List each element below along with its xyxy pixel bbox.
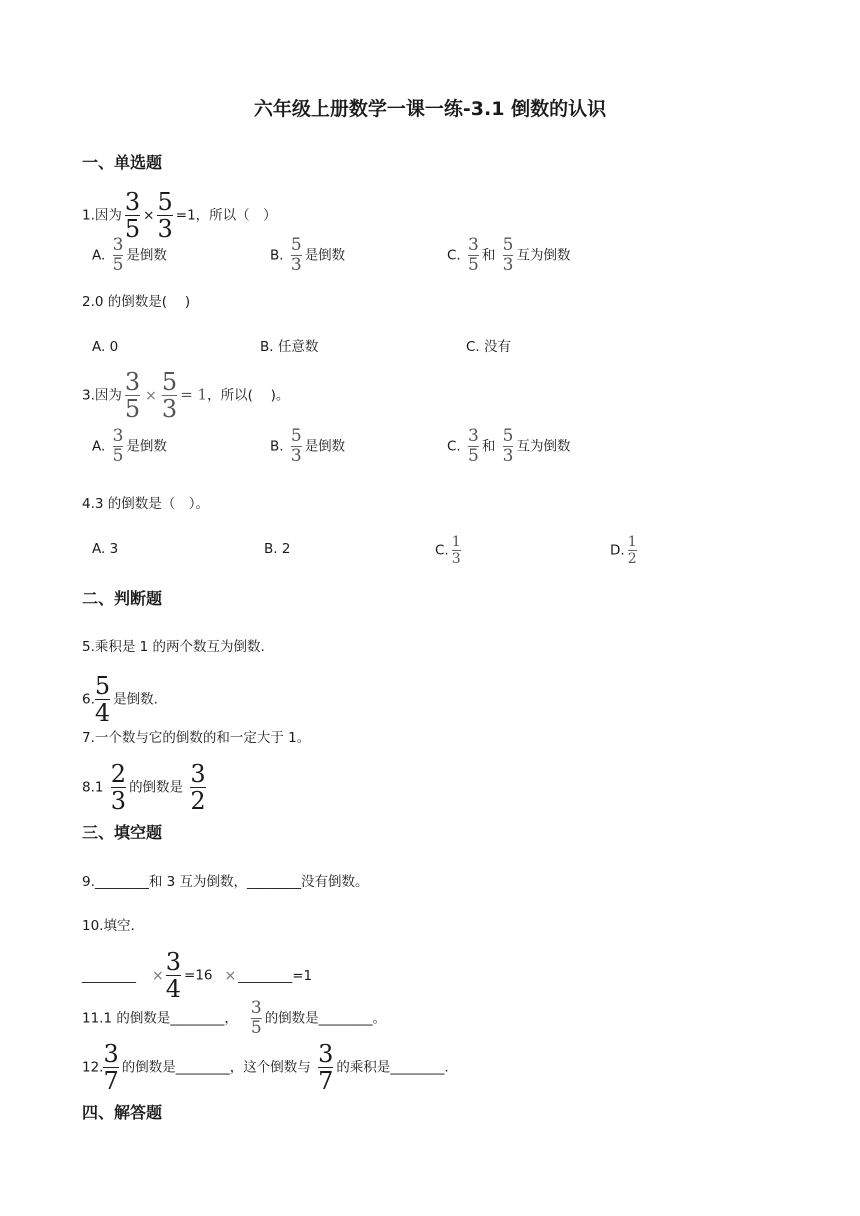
question-10-equations: ________ × $\frac{3}{4}$ =16 × ________=1 [82,948,313,1003]
question-6: 6. $\frac{5}{4}$ 是倒数. [82,672,158,727]
fraction-3-5: $\frac{3}{5}$ [250,998,262,1038]
blank-field[interactable]: ________ [82,967,136,984]
fraction: $\frac{5}{3}$ [502,235,514,275]
fraction: $\frac{5}{3}$ [290,235,302,275]
fraction-5-3: $\frac{5}{3}$ [161,368,178,423]
q3-option-c[interactable]: C. $\frac{3}{5}$ 和 $\frac{5}{3}$ 互为倒数 [447,426,571,466]
q4-option-c[interactable]: C. $\frac{1}{3}$ [435,534,461,567]
fraction: $\frac{5}{3}$ [290,426,302,466]
fraction-3-7: $\frac{3}{7}$ [103,1040,119,1095]
q1-option-c[interactable]: C. $\frac{3}{5}$ 和 $\frac{5}{3}$ 互为倒数 [447,235,571,275]
fraction-3-4: $\frac{3}{4}$ [165,948,182,1003]
section-heading-true-false: 二、判断题 [82,589,163,608]
question-9: 9.________和 3 互为倒数，________没有倒数。 [82,874,369,890]
times-sign: × [152,967,164,984]
section-heading-single-choice: 一、单选题 [82,153,163,172]
fraction-3-5: $\frac{3}{5}$ [124,368,141,423]
times-sign: × [224,967,237,984]
question-4: 4.3 的倒数是（ ）。 [82,496,210,512]
question-1-prefix: 1.因为 [82,207,122,224]
q4-option-b[interactable]: B. 2 [264,541,291,557]
fraction-3-7: $\frac{3}{7}$ [318,1040,334,1095]
fraction-3-5: $\frac{3}{5}$ [124,188,141,243]
fraction-1-3: $\frac{1}{3}$ [451,534,461,567]
q3-option-a[interactable]: A. $\frac{3}{5}$ 是倒数 [92,426,167,466]
question-7: 7.一个数与它的倒数的和一定大于 1。 [82,730,311,746]
q4-option-d[interactable]: D. $\frac{1}{2}$ [610,534,637,567]
section-heading-solve: 四、解答题 [82,1103,163,1122]
question-1-suffix: =1，所以（ ） [175,207,277,224]
times-sign: × [145,387,157,404]
fraction-5-3: $\frac{5}{3}$ [157,188,173,243]
question-12: 12. $\frac{3}{7}$ 的倒数是________，这个倒数与 $\frac{3}{7}$ 的乘积是________. [82,1040,449,1095]
fraction-3-2: $\frac{3}{2}$ [190,760,206,815]
blank-field[interactable]: ________=1 [238,967,313,984]
question-8: 8.1 $\frac{2}{3}$ 的倒数是 $\frac{3}{2}$ [82,760,206,815]
fraction: $\frac{3}{5}$ [468,235,479,275]
fraction: $\frac{3}{5}$ [112,235,124,275]
fraction: $\frac{3}{5}$ [112,426,124,466]
fraction-5-4: $\frac{5}{4}$ [94,672,111,727]
question-2: 2.0 的倒数是( ) [82,294,191,310]
question-1 [82,190,277,241]
q2-option-c[interactable]: C. 没有 [466,339,512,355]
fraction-1-2: $\frac{1}{2}$ [627,534,637,567]
q3-option-b[interactable]: B. $\frac{5}{3}$ 是倒数 [270,426,346,466]
question-5: 5.乘积是 1 的两个数互为倒数. [82,639,265,655]
fraction: $\frac{3}{5}$ [468,426,479,466]
question-10: 10.填空. [82,918,135,934]
fraction: $\frac{5}{3}$ [502,426,514,466]
question-11: 11.1 的倒数是________， $\frac{3}{5}$ 的倒数是________。 [82,998,387,1038]
question-3: 3.因为 $\frac{3}{5}$ × $\frac{5}{3}$ = 1，所以( )。 [82,368,290,423]
fraction-2-3: $\frac{2}{3}$ [110,760,127,815]
section-heading-fill-blank: 三、填空题 [82,823,163,842]
q2-option-b[interactable]: B. 任意数 [260,339,319,355]
q1-option-a[interactable]: A. $\frac{3}{5}$ 是倒数 [92,235,167,275]
page-title: 六年级上册数学一课一练-3.1 倒数的认识 [253,98,607,120]
equals-one: = 1 [180,385,208,404]
times-sign: × [143,207,155,224]
q4-option-a[interactable]: A. 3 [92,541,119,557]
q1-option-b[interactable]: B. $\frac{5}{3}$ 是倒数 [270,235,346,275]
q2-option-a[interactable]: A. 0 [92,339,119,355]
